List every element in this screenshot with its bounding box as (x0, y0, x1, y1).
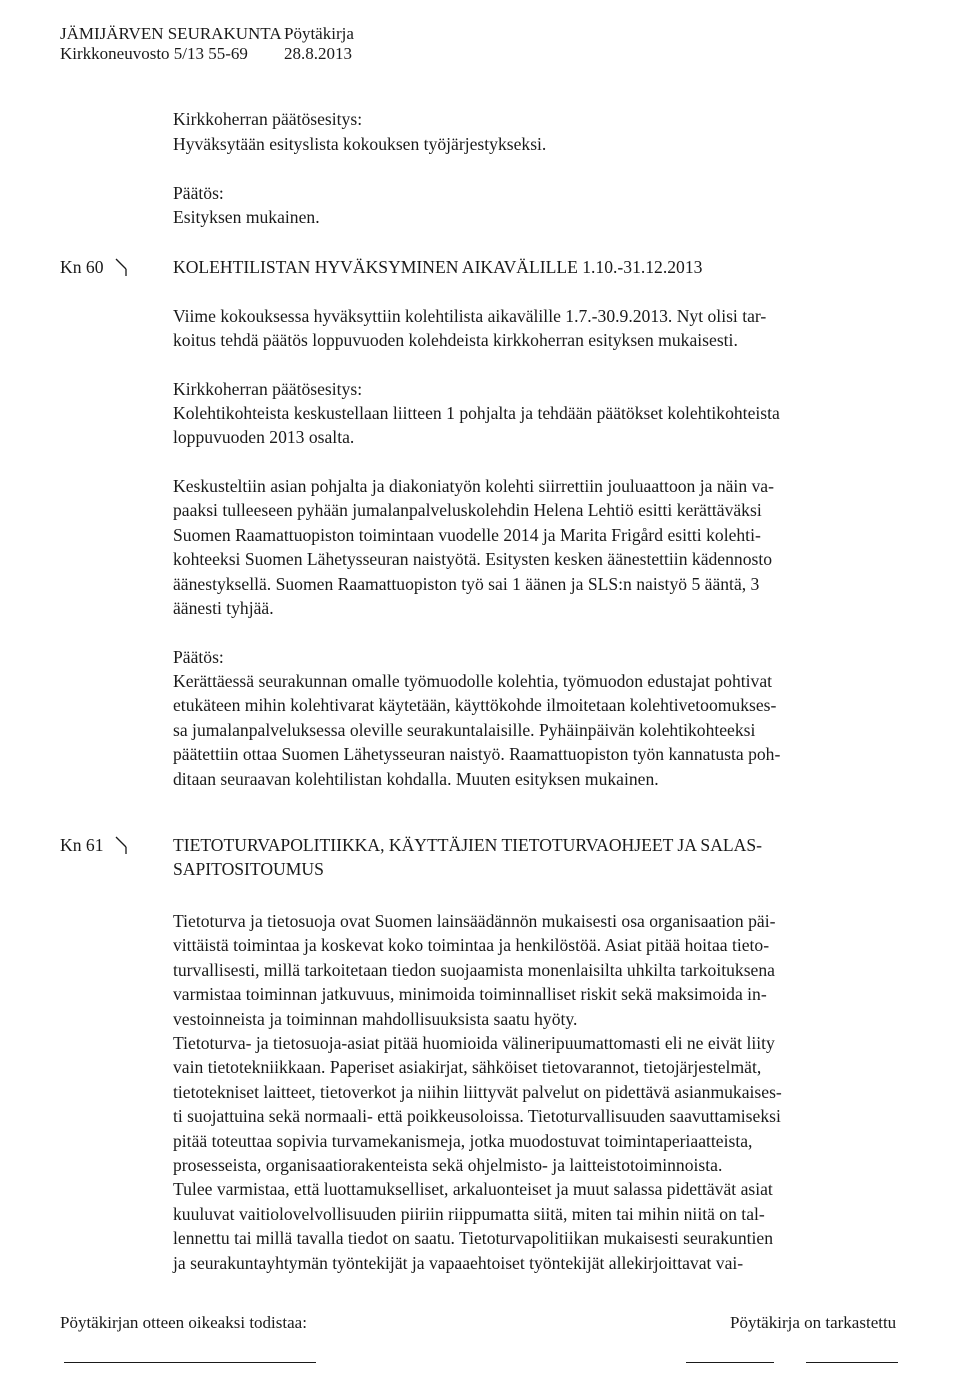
signature-line (806, 1362, 898, 1363)
title-line: KOLEHTILISTAN HYVÄKSYMINEN AIKAVÄLILLE 1.10.-31.12.2013 (173, 257, 703, 277)
section-number-61: Kn 61 (60, 835, 104, 855)
title-line: SAPITOSITOUMUS (173, 859, 324, 880)
parish-name: JÄMIJÄRVEN SEURAKUNTA (60, 24, 282, 43)
text-line: ti suojattuina sekä normaali- että poikkeusoloissa. Tietoturvallisuuden saavuttamiseksi (173, 1106, 781, 1127)
prev-decision-text: Esityksen mukainen. (173, 207, 320, 227)
footer-certification-label: Pöytäkirjan otteen oikeaksi todistaa: (60, 1313, 307, 1332)
section60-proposal-label: Kirkkoherran päätösesitys: (173, 379, 363, 399)
text-line: Tietoturva- ja tietosuoja-asiat pitää huomioida välineripuumattomasti eli ne eivät liity (173, 1033, 775, 1054)
text-line: paaksi tulleeseen pyhään jumalanpalveluskolehdin Helena Lehtiö esitti kerättäväksi (173, 500, 762, 521)
text-line: päätettiin ottaa Suomen Lähetysseuran naistyö. Raamattuopiston työn kannatusta poh- (173, 744, 781, 765)
text-line: vittäistä toimintaa ja koskevat koko toimintaa ja henkilöstöä. Asiat pitää hoitaa tieto- (173, 935, 770, 956)
prev-proposal-label: Kirkkoherran päätösesitys: (173, 109, 363, 129)
text-line: äänesti tyhjää. (173, 598, 274, 619)
section-title-60 (173, 255, 702, 279)
section60-decision-label: Päätös: (173, 647, 224, 667)
prev-proposal-text: Hyväksytään esityslista kokouksen työjärjestykseksi. (173, 134, 547, 154)
text-line: prosesseista, organisaatiorakenteista sekä ohjelmisto- ja laitteistotoiminnoista. (173, 1155, 723, 1176)
section60-proposal (173, 401, 780, 450)
text-line: Tulee varmistaa, että luottamukselliset, arkaluonteiset ja muut salassa pidettävät asiat (173, 1179, 773, 1200)
text-line: tietotekniset laitteet, tietoverkot ja niihin liittyvät palvelut on pidettävä asianmukaises- (173, 1081, 782, 1102)
text-line: loppuvuoden 2013 osalta. (173, 427, 355, 448)
text-line: Kerättäessä seurakunnan omalle työmuodolle kolehtia, työmuodon edustajat pohtivat (173, 671, 773, 691)
meeting-reference: Kirkkoneuvosto 5/13 55-69 (60, 44, 248, 63)
section60-decision (173, 669, 780, 791)
footer-review-label: Pöytäkirja on tarkastettu (730, 1313, 897, 1332)
signature-line (64, 1362, 316, 1363)
text-line: turvallisesti, millä tarkoitetaan tiedon suojaamista monenlaisilta uhkilta tarkoituksena (173, 959, 775, 980)
text-line: pitää toteuttaa sopivia turvamekanismeja, jotka muodostuvat toimintaperiaatteista, (173, 1130, 753, 1151)
text-line: ja seurakuntayhtymän työntekijät ja vapaaehtoiset työntekijät allekirjoittavat vai- (173, 1252, 744, 1273)
section-mark-icon (114, 258, 128, 276)
section60-discussion (173, 474, 774, 620)
section-title-61 (173, 833, 762, 882)
section61-body (173, 909, 782, 1275)
text-line: etukäteen mihin kolehtivarat käytetään, käyttökohde ilmoitetaan kolehtivetoomukses- (173, 695, 777, 716)
text-line: Viime kokouksessa hyväksyttiin kolehtilista aikavälille 1.7.-30.9.2013. Nyt olisi tar- (173, 306, 767, 326)
text-line: vestoinneista ja toiminnan mahdollisuuksista saatu hyöty. (173, 1008, 578, 1029)
text-line: sa jumalanpalveluksessa oleville seurakuntalaisille. Pyhäinpäivän kolehtikohteeksi (173, 719, 756, 740)
text-line: vain tietotekniikkaan. Paperiset asiakirjat, sähköiset tietovarannot, tietojärjestelmät, (173, 1057, 762, 1078)
text-line: lennettu tai millä tavalla tiedot on saatu. Tietoturvapolitiikan mukaisesti seurakuntien (173, 1228, 774, 1249)
signature-line (686, 1362, 774, 1363)
text-line: ditaan seuraavan kolehtilistan kohdalla. Muuten esityksen mukainen. (173, 768, 659, 789)
section-number-60: Kn 60 (60, 257, 104, 277)
text-line: varmistaa toiminnan jatkuvuus, minimoida toiminnalliset riskit sekä maksimoida in- (173, 984, 767, 1005)
text-line: kuuluvat vaitiolovelvollisuuden piiriin riippumatta siitä, miten tai mihin niitä on tal- (173, 1203, 765, 1224)
document-type: Pöytäkirja (284, 24, 354, 43)
text-line: Keskusteltiin asian pohjalta ja diakoniatyön kolehti siirrettiin jouluaattoon ja näin va- (173, 476, 774, 496)
section60-intro (173, 304, 766, 353)
section-mark-icon (114, 836, 128, 854)
text-line: Tietoturva ja tietosuoja ovat Suomen lainsäädännön mukaisesti osa organisaation päi- (173, 911, 776, 931)
text-line: Suomen Raamattuopiston toimintaan vuodelle 2014 ja Marita Frigård esitti kolehti- (173, 524, 761, 545)
meeting-date: 28.8.2013 (284, 44, 352, 63)
text-line: kohteeksi Suomen Lähetysseuran naistyötä. Esitysten kesken äänestettiin kädennosto (173, 549, 773, 570)
text-line: äänestyksellä. Suomen Raamattuopiston työ sai 1 äänen ja SLS:n naistyö 5 ääntä, 3 (173, 573, 760, 594)
text-line: Kolehtikohteista keskustellaan liitteen 1 pohjalta ja tehdään päätökset kolehtikohteista (173, 403, 780, 423)
text-line: koitus tehdä päätös loppuvuoden kolehdeista kirkkoherran esityksen mukaisesti. (173, 330, 738, 351)
prev-decision-label: Päätös: (173, 183, 224, 203)
title-line: TIETOTURVAPOLITIIKKA, KÄYTTÄJIEN TIETOTURVAOHJEET JA SALAS- (173, 835, 762, 855)
